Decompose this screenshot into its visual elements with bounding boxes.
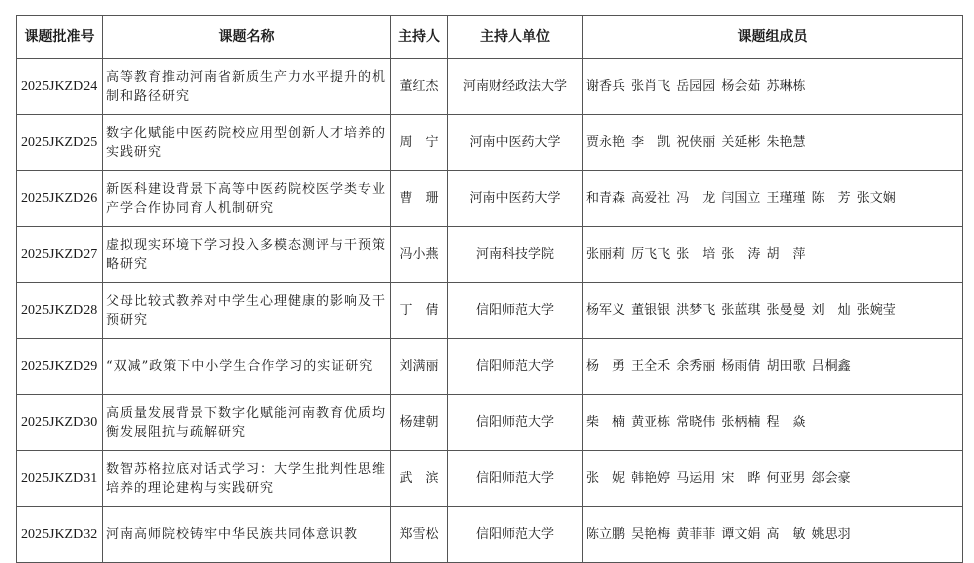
cell-approval-no: 2025JKZD25 (17, 115, 103, 171)
document-page (16, 15, 963, 563)
cell-title: 高等教育推动河南省新质生产力水平提升的机制和路径研究 (103, 59, 391, 115)
cell-unit: 河南科技学院 (448, 227, 583, 283)
table-row (17, 395, 963, 451)
cell-members: 张 妮 韩艳婷 马运用 宋 晔 何亚男 郐会豪 (583, 451, 963, 507)
table-row (17, 283, 963, 339)
table-row (17, 507, 963, 563)
cell-approval-no: 2025JKZD24 (17, 59, 103, 115)
cell-unit: 信阳师范大学 (448, 451, 583, 507)
cell-host: 郑雪松 (391, 507, 448, 563)
cell-unit: 信阳师范大学 (448, 283, 583, 339)
header-members: 课题组成员 (583, 16, 963, 59)
cell-title: 新医科建设背景下高等中医药院校医学类专业产学合作协同育人机制研究 (103, 171, 391, 227)
table-row (17, 227, 963, 283)
table-row (17, 59, 963, 115)
cell-approval-no: 2025JKZD30 (17, 395, 103, 451)
cell-unit: 信阳师范大学 (448, 395, 583, 451)
cell-unit: 信阳师范大学 (448, 339, 583, 395)
cell-title: 虚拟现实环境下学习投入多模态测评与干预策略研究 (103, 227, 391, 283)
header-title: 课题名称 (103, 16, 391, 59)
cell-unit: 河南中医药大学 (448, 171, 583, 227)
cell-title: 河南高师院校铸牢中华民族共同体意识教 (103, 507, 391, 563)
table-header-row (17, 16, 963, 59)
table-row (17, 451, 963, 507)
cell-approval-no: 2025JKZD28 (17, 283, 103, 339)
cell-unit: 河南财经政法大学 (448, 59, 583, 115)
cell-host: 周 宁 (391, 115, 448, 171)
cell-title: 高质量发展背景下数字化赋能河南教育优质均衡发展阻抗与疏解研究 (103, 395, 391, 451)
cell-unit: 河南中医药大学 (448, 115, 583, 171)
cell-members: 谢香兵 张肖飞 岳园园 杨会茹 苏琳栋 (583, 59, 963, 115)
cell-members: 陈立鹏 吴艳梅 黄菲菲 谭文娟 高 敏 姚思羽 (583, 507, 963, 563)
cell-host: 董红杰 (391, 59, 448, 115)
cell-title: 数字化赋能中医药院校应用型创新人才培养的实践研究 (103, 115, 391, 171)
cell-unit: 信阳师范大学 (448, 507, 583, 563)
cell-approval-no: 2025JKZD32 (17, 507, 103, 563)
cell-host: 杨建朝 (391, 395, 448, 451)
header-unit: 主持人单位 (448, 16, 583, 59)
cell-members: 和青森 高爱社 冯 龙 闫国立 王瑾瑾 陈 芳 张文娴 (583, 171, 963, 227)
cell-members: 张丽莉 厉飞飞 张 培 张 涛 胡 萍 (583, 227, 963, 283)
header-approval-no: 课题批准号 (17, 16, 103, 59)
cell-approval-no: 2025JKZD29 (17, 339, 103, 395)
cell-approval-no: 2025JKZD27 (17, 227, 103, 283)
cell-members: 杨 勇 王全禾 余秀丽 杨雨倩 胡田歌 吕桐鑫 (583, 339, 963, 395)
cell-members: 杨军义 董银银 洪梦飞 张蓝琪 张曼曼 刘 灿 张婉莹 (583, 283, 963, 339)
project-table (16, 15, 963, 563)
cell-title: “双减”政策下中小学生合作学习的实证研究 (103, 339, 391, 395)
cell-host: 丁 倩 (391, 283, 448, 339)
table-row (17, 171, 963, 227)
table-row (17, 339, 963, 395)
cell-approval-no: 2025JKZD26 (17, 171, 103, 227)
cell-title: 父母比较式教养对中学生心理健康的影响及干预研究 (103, 283, 391, 339)
cell-host: 曹 珊 (391, 171, 448, 227)
cell-title: 数智苏格拉底对话式学习：大学生批判性思维培养的理论建构与实践研究 (103, 451, 391, 507)
cell-host: 冯小燕 (391, 227, 448, 283)
cell-members: 柴 楠 黄亚栋 常晓伟 张柄楠 程 焱 (583, 395, 963, 451)
cell-approval-no: 2025JKZD31 (17, 451, 103, 507)
table-row (17, 115, 963, 171)
cell-host: 武 滨 (391, 451, 448, 507)
cell-host: 刘满丽 (391, 339, 448, 395)
header-host: 主持人 (391, 16, 448, 59)
cell-members: 贾永艳 李 凯 祝侠丽 关延彬 朱艳慧 (583, 115, 963, 171)
